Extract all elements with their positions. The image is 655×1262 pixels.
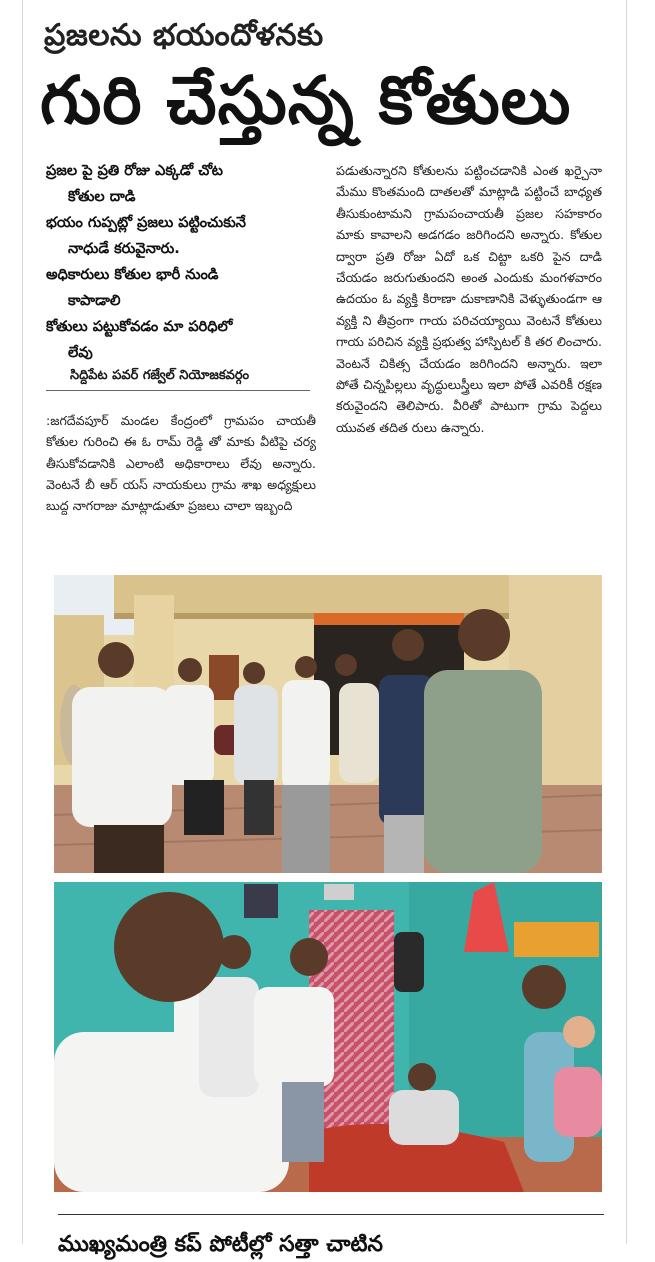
photo-outdoor-illustration — [54, 575, 602, 873]
highlight-item — [46, 314, 311, 366]
photo-indoor-visit — [54, 882, 602, 1192]
highlight-line: ప్రజల పై ప్రతి రోజు ఎక్కడో చోట — [46, 163, 223, 179]
body-text-left: :జగదేవపూర్ మండల కేంద్రంలో గ్రామపం చాయతీ కోతుల గురించి ఈ ఓ రామ్ రెడ్డి తో మాకు వీటిపై చర్య తీసుకోవడానికి ఎలాంటి అధికారాలు లేవు అన్నారు. వెంటనే బీ ఆర్ యస్ నాయకులు గ్రామ శాఖ అధ్యక్షులు బుద్ద నాగరాజు మాట్లాడుతూ ప్రజలు చాలా ఇబ్బంది — [46, 413, 316, 514]
highlight-line-cont: నాధుడే కరువైనారు. — [68, 241, 180, 257]
photo-outdoor-meeting — [54, 575, 602, 873]
highlight-line: అధికారులు కోతుల భారీ నుండి — [46, 267, 219, 283]
photo-indoor-illustration — [54, 882, 602, 1192]
article-headline: గురి చేస్తున్న కోతులు — [40, 62, 572, 139]
dateline: సిద్దిపేట పవర్ గజ్వేల్ నియోజకవర్గం — [46, 368, 310, 391]
highlight-line: కోతులు పట్టుకోవడం మా పరిధిలో — [46, 319, 233, 335]
highlight-line-cont: లేవు — [68, 345, 93, 361]
highlights-column — [46, 158, 311, 391]
section-divider — [58, 1214, 604, 1215]
next-article-headline: ముఖ్యమంత్రి కప్ పోటీల్లో సత్తా చాటిన — [58, 1232, 383, 1257]
highlight-item — [46, 210, 311, 262]
page-border-right — [626, 0, 627, 1244]
highlight-item — [46, 262, 311, 314]
highlight-line-cont: కాపాడాలి — [68, 293, 121, 309]
highlight-line: భయం గుప్పట్లో ప్రజలు పట్టించుకునే — [46, 215, 246, 231]
body-text-right: పడుతున్నారని కోతులను పట్టించడానికి ఎంత ఖర్చైనా మేము కొంతమంది దాతలతో మాట్లాడి పట్టించే బాధ్యత తీసుకుంటామని గ్రామపంచాయతీ ప్రజల సహకారం మాకు కావాలని అడగడం జరిగిందని అన్నారు. కోతుల ద్వారా ప్రతి రోజు ఏదో ఒక చిట్టా ఒకరి పైన దాడి చేయడం జరుగుతుందని అంత ఎందుకు మంగళవారం ఉదయం ఓ వ్యక్తి కిరాణా దుకాణానికి వెళ్ళుతుండగా ఆ వ్యక్తి ని తీవ్రంగా గాయ పరిచయ్యాయి వెంటనే కోతులు గాయ పరిచిన వ్యక్తి ప్రభుత్వ హాస్పిటల్ కి తర లించారు. వెంటనే చికిత్స చేయడం జరిగిందని అన్నారు. ఇలా పోతే చిన్నపిల్లలు వృద్ధులుస్త్రీలు ఇలా పోతే ఎవరికీ రక్షణ కరువైందని తెలిపారు. వీరితో పాటుగా గ్రామ పెద్దలు యువత తదిత రులు ఉన్నారు. — [336, 163, 602, 435]
highlight-line-cont: కోతుల దాడి — [68, 189, 136, 205]
highlight-item — [46, 158, 311, 210]
page-border-left — [22, 0, 23, 1244]
article-kicker: ప్రజలను భయందోళనకు — [44, 18, 324, 53]
